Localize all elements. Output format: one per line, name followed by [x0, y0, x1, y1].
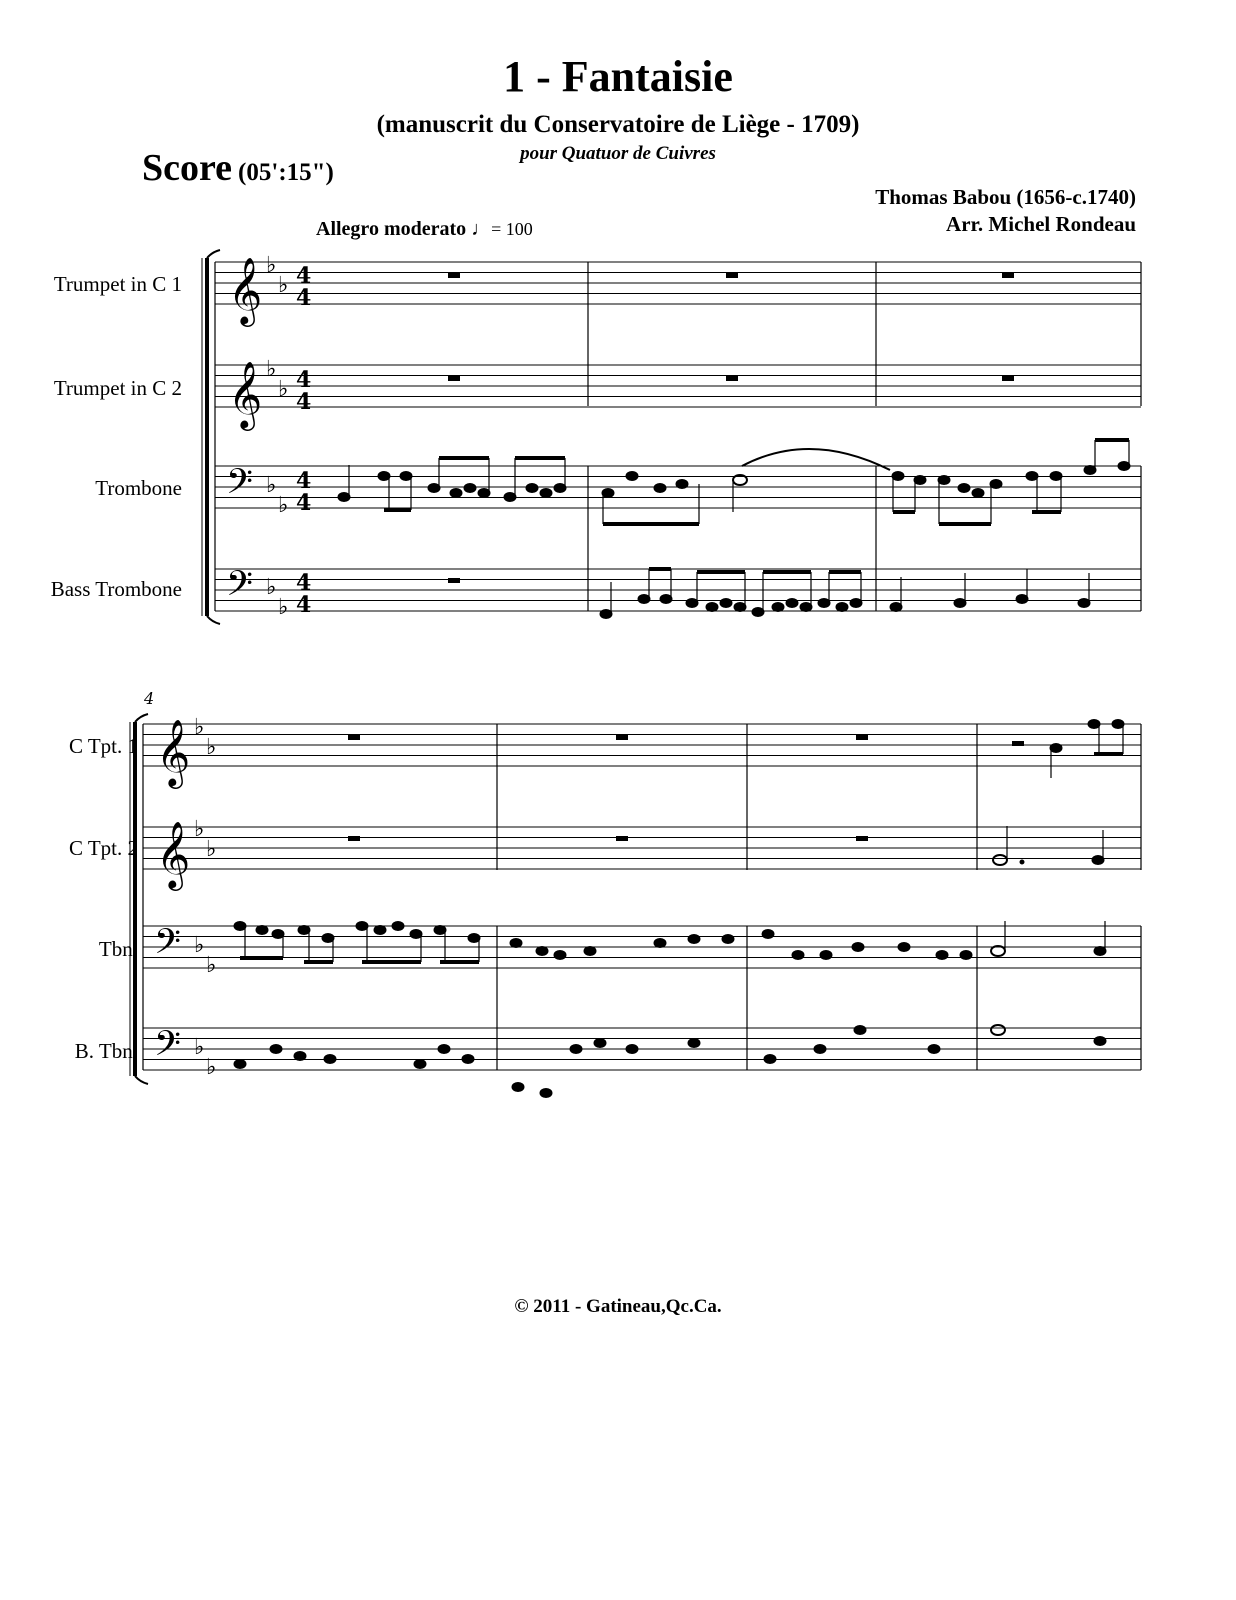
svg-text:4: 4 — [296, 592, 312, 618]
svg-text:♭: ♭ — [278, 273, 289, 298]
svg-text:4: 4 — [296, 468, 312, 494]
quarter-note-icon: ♩ — [471, 218, 492, 240]
svg-text:♭: ♭ — [266, 575, 277, 600]
svg-text:𝄞: 𝄞 — [228, 256, 263, 324]
system2-staff-2 — [143, 827, 1141, 869]
system2-staff-3 — [143, 926, 1141, 968]
copyright-notice: © 2011 - Gatineau,Qc.Ca. — [514, 1296, 722, 1317]
svg-text:4: 4 — [296, 490, 312, 516]
system1-treble-clef-1 — [228, 256, 262, 327]
system2-bass-clef-1 — [154, 921, 181, 970]
system-2 — [130, 714, 1141, 1098]
svg-text:♭: ♭ — [206, 735, 217, 760]
system1-bass-clef-2 — [226, 563, 253, 612]
system2-treble-clef-2 — [156, 820, 190, 891]
svg-text:4: 4 — [296, 285, 312, 311]
system2-barlines — [143, 724, 1141, 1070]
svg-text:𝄞: 𝄞 — [228, 360, 263, 428]
svg-text:♭: ♭ — [266, 253, 277, 278]
system1-staff-2 — [215, 365, 1141, 407]
system1-staff-4 — [215, 569, 1141, 611]
composer-credit: Thomas Babou (1656-c.1740) — [875, 185, 1136, 209]
system2-label-trombone: Tbn. — [98, 937, 138, 961]
svg-text:♭: ♭ — [266, 473, 277, 498]
instrumentation-note: pour Quatuor de Cuivres — [520, 143, 716, 164]
system1-bass-clef-1 — [226, 461, 253, 510]
system-1 — [202, 250, 1141, 624]
svg-text:♭: ♭ — [194, 933, 205, 958]
system1-barlines — [215, 262, 1141, 611]
system2-bass-clef-2 — [154, 1023, 181, 1072]
svg-text:♭: ♭ — [194, 715, 205, 740]
svg-text:♭: ♭ — [194, 1035, 205, 1060]
system2-staff-1 — [143, 724, 1141, 766]
arranger-credit: Arr. Michel Rondeau — [946, 212, 1136, 236]
svg-text:𝄞: 𝄞 — [156, 718, 191, 786]
svg-text:♭: ♭ — [278, 595, 289, 620]
tempo-text: Allegro moderato — [316, 218, 467, 240]
score-word: Score — [142, 147, 233, 189]
svg-text:𝄞: 𝄞 — [156, 820, 191, 888]
svg-text:4: 4 — [296, 570, 312, 596]
tempo-bpm: = 100 — [491, 219, 533, 239]
svg-text:♭: ♭ — [206, 837, 217, 862]
svg-text:♭: ♭ — [206, 1055, 217, 1080]
system2-measure-number: 4 — [144, 689, 155, 708]
system1-trombone-notes — [338, 440, 1130, 524]
svg-text:4: 4 — [296, 263, 312, 289]
svg-text:♭: ♭ — [206, 953, 217, 978]
svg-text:♭: ♭ — [278, 493, 289, 518]
svg-text:𝄢: 𝄢 — [154, 921, 182, 970]
system2-label-trumpet2: C Tpt. 2 — [68, 836, 138, 860]
svg-text:♭: ♭ — [278, 377, 289, 402]
system2-key-signatures — [194, 715, 216, 1080]
svg-text:4: 4 — [296, 389, 312, 415]
svg-text:♭: ♭ — [194, 817, 205, 842]
system2-treble-clef-1 — [156, 718, 190, 789]
svg-text:𝄢: 𝄢 — [154, 1023, 182, 1072]
system1-label-trombone: Trombone — [95, 476, 182, 500]
system1-label-trumpet1: Trumpet in C 1 — [53, 272, 182, 296]
score-title: 1 - Fantaisie — [503, 52, 733, 101]
system2-label-trumpet1: C Tpt. 1 — [68, 734, 138, 758]
system1-treble-clef-2 — [228, 360, 262, 431]
svg-text:4: 4 — [296, 367, 312, 393]
svg-text:♭: ♭ — [266, 357, 277, 382]
system2-bass-trombone-notes — [234, 1025, 1106, 1098]
system2-label-bass-trombone: B. Tbn. — [74, 1039, 138, 1063]
system1-key-signatures — [266, 253, 288, 620]
system2-trombone-notes — [234, 921, 1106, 962]
system1-label-trumpet2: Trumpet in C 2 — [53, 376, 182, 400]
system1-time-signatures — [296, 263, 311, 618]
system1-label-bass-trombone: Bass Trombone — [50, 577, 182, 601]
score-subtitle: (manuscrit du Conservatoire de Liège - 1709) — [376, 111, 860, 138]
system2-rests — [348, 735, 1024, 841]
system1-rests — [448, 273, 1014, 583]
svg-text:𝄢: 𝄢 — [226, 461, 254, 510]
svg-text:𝄢: 𝄢 — [226, 563, 254, 612]
system1-staff-1 — [215, 262, 1141, 304]
system2-staff-4 — [143, 1028, 1141, 1070]
score-duration: (05':15") — [238, 159, 334, 186]
